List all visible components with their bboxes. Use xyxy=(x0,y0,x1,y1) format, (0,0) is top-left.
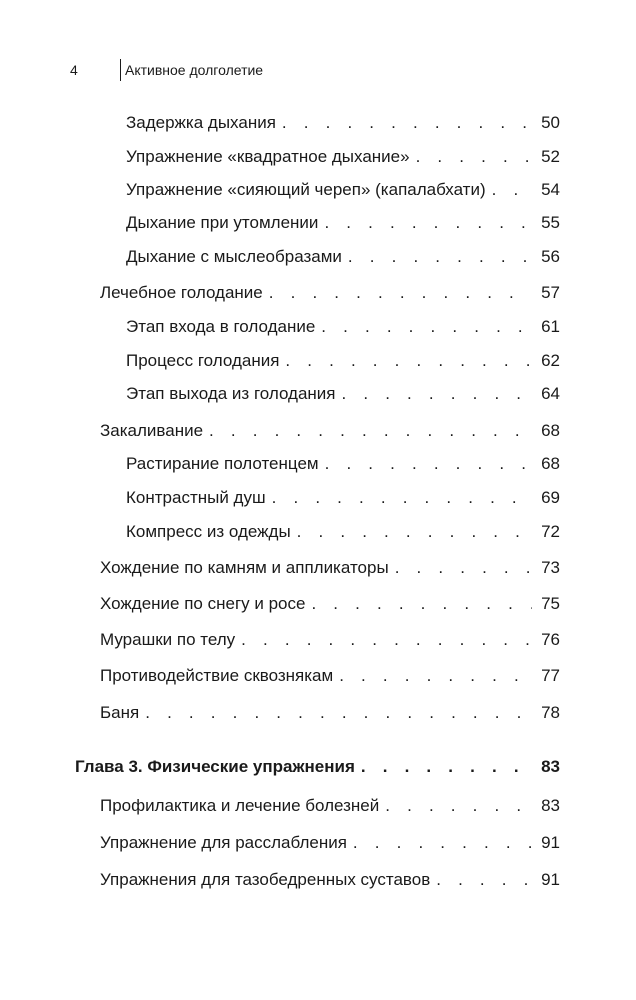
toc-entry[interactable] xyxy=(100,629,560,651)
toc-entry-label: Профилактика и лечение болезней xyxy=(100,796,380,815)
toc-entry-page: 68 xyxy=(541,454,560,473)
dot-leader xyxy=(395,557,532,579)
toc-entry-label: Хождение по снегу и росе xyxy=(100,594,306,613)
toc-entry[interactable] xyxy=(100,557,560,579)
page-number: 4 xyxy=(70,62,78,78)
dot-leader xyxy=(492,179,532,201)
toc-entry[interactable] xyxy=(126,453,560,475)
dot-leader xyxy=(416,146,532,168)
toc-entry[interactable] xyxy=(100,702,560,724)
toc-entry-page: 57 xyxy=(541,283,560,302)
dot-leader xyxy=(385,795,532,817)
toc-entry[interactable] xyxy=(100,832,560,854)
toc-entry-page: 83 xyxy=(541,796,560,815)
dot-leader xyxy=(342,383,532,405)
dot-leader xyxy=(324,212,532,234)
toc-entry[interactable] xyxy=(126,383,560,405)
toc-entry-page: 62 xyxy=(541,351,560,370)
toc-entry-label: Баня xyxy=(100,703,140,722)
toc-entry[interactable] xyxy=(126,350,560,372)
toc-entry-page: 75 xyxy=(541,594,560,613)
toc-entry[interactable] xyxy=(100,593,560,615)
dot-leader xyxy=(325,453,532,475)
toc-entry-label: Закаливание xyxy=(100,421,204,440)
toc-entry-label: Этап выхода из голодания xyxy=(126,384,336,403)
toc-entry-label: Компресс из одежды xyxy=(126,522,291,541)
toc-entry[interactable] xyxy=(126,487,560,509)
toc-entry-page: 56 xyxy=(541,247,560,266)
toc-entry-page: 54 xyxy=(541,180,560,199)
dot-leader xyxy=(282,112,532,134)
toc-entry-label: Упражнение «квадратное дыхание» xyxy=(126,147,410,166)
toc-entry[interactable] xyxy=(100,869,560,891)
toc-entry-label: Растирание полотенцем xyxy=(126,454,319,473)
toc-entry-page: 78 xyxy=(541,703,560,722)
book-title: Активное долголетие xyxy=(125,62,264,78)
toc-entry[interactable] xyxy=(126,246,560,268)
toc-entry-label: Этап входа в голодание xyxy=(126,317,316,336)
header-divider xyxy=(120,59,121,81)
toc-entry-label: Дыхание с мыслеобразами xyxy=(126,247,342,266)
toc-entry-label: Дыхание при утомлении xyxy=(126,213,319,232)
dot-leader xyxy=(436,869,532,891)
toc-entry-label: Мурашки по телу xyxy=(100,630,236,649)
toc-entry-page: 68 xyxy=(541,421,560,440)
dot-leader xyxy=(361,756,532,778)
toc-entry[interactable] xyxy=(126,521,560,543)
toc-entry-label: Хождение по камням и аппликаторы xyxy=(100,558,389,577)
toc-entry-page: 91 xyxy=(541,833,560,852)
dot-leader xyxy=(269,282,532,304)
toc-entry-page: 72 xyxy=(541,522,560,541)
dot-leader xyxy=(285,350,532,372)
toc-entry-page: 77 xyxy=(541,666,560,685)
dot-leader xyxy=(145,702,532,724)
dot-leader xyxy=(297,521,532,543)
dot-leader xyxy=(339,665,532,687)
toc-entry-label: Упражнение «сияющий череп» (капалабхати) xyxy=(126,180,486,199)
toc-entry-page: 64 xyxy=(541,384,560,403)
toc-entry-page: 55 xyxy=(541,213,560,232)
dot-leader xyxy=(348,246,532,268)
running-head xyxy=(70,60,263,80)
toc-entry-label: Процесс голодания xyxy=(126,351,280,370)
toc-entry[interactable] xyxy=(126,179,560,201)
toc-chapter-label: Глава 3. Физические упражнения xyxy=(75,757,355,776)
toc-entry[interactable] xyxy=(126,112,560,134)
toc-entry[interactable] xyxy=(100,420,560,442)
toc-entry[interactable] xyxy=(100,795,560,817)
dot-leader xyxy=(353,832,532,854)
toc-entry-label: Упражнения для тазобедренных суставов xyxy=(100,870,431,889)
toc-entry-label: Контрастный душ xyxy=(126,488,266,507)
toc-entry-page: 61 xyxy=(541,317,560,336)
toc-entry[interactable] xyxy=(126,316,560,338)
toc-entry[interactable] xyxy=(100,282,560,304)
dot-leader xyxy=(241,629,532,651)
toc-entry[interactable] xyxy=(126,212,560,234)
toc-entry-label: Лечебное голодание xyxy=(100,283,263,302)
toc-entry-page: 91 xyxy=(541,870,560,889)
toc-chapter-entry[interactable] xyxy=(75,756,560,778)
dot-leader xyxy=(209,420,532,442)
dot-leader xyxy=(272,487,532,509)
toc-entry-label: Задержка дыхания xyxy=(126,113,276,132)
toc-chapter-page: 83 xyxy=(541,757,560,776)
toc-entry-page: 52 xyxy=(541,147,560,166)
toc-entry-page: 76 xyxy=(541,630,560,649)
toc-entry-label: Упражнение для расслабления xyxy=(100,833,347,852)
toc-entry-page: 50 xyxy=(541,113,560,132)
dot-leader xyxy=(311,593,532,615)
toc-entry-label: Противодействие сквознякам xyxy=(100,666,334,685)
dot-leader xyxy=(321,316,532,338)
toc-entry-page: 69 xyxy=(541,488,560,507)
toc-entry-page: 73 xyxy=(541,558,560,577)
toc-entry[interactable] xyxy=(126,146,560,168)
toc-entry[interactable] xyxy=(100,665,560,687)
